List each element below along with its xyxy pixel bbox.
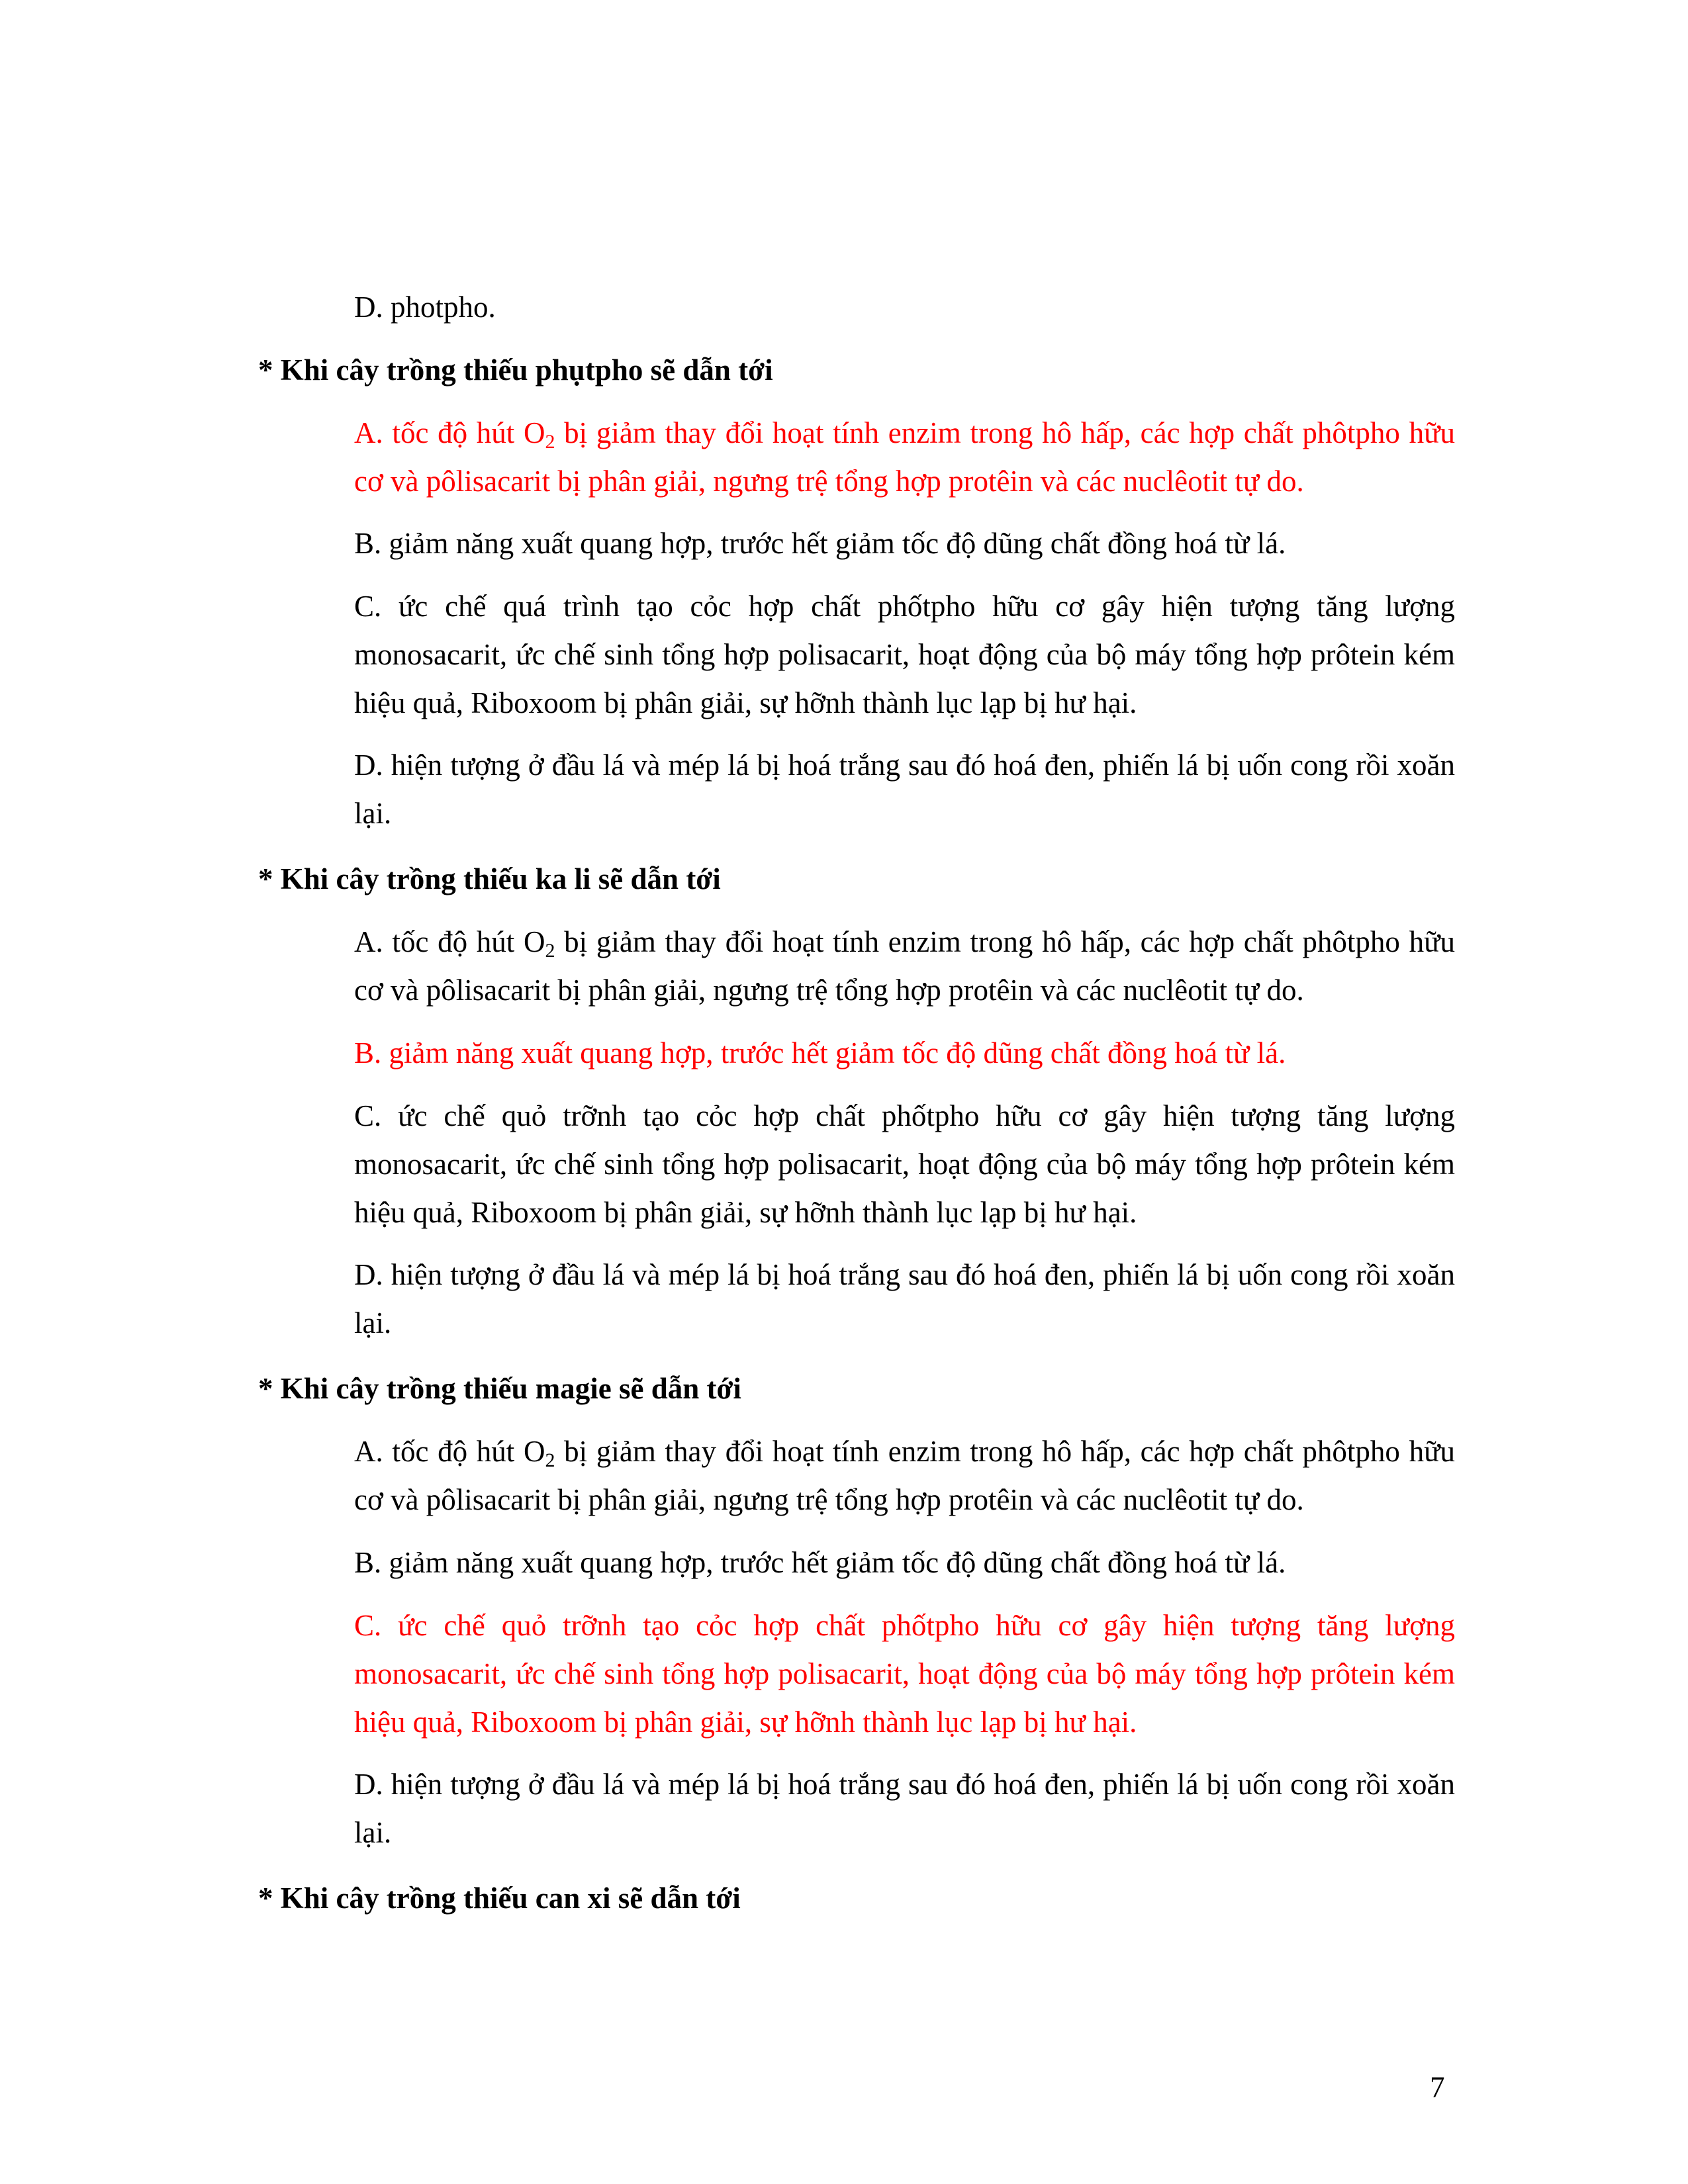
page-number: 7 bbox=[1430, 2071, 1445, 2104]
q2-option-a-subscript: 2 bbox=[545, 940, 555, 962]
q2-option-d: D. hiện tượng ở đầu lá và mép lá bị hoá trắng sau đó hoá đen, phiến lá bị uốn cong rồi xoăn lại. bbox=[354, 1258, 1455, 1340]
q1-option-c: C. ức chế quá trình tạo cỏc hợp chất phốtpho hữu cơ gây hiện tượng tăng lượng monosacarit, ức chế sinh tổng hợp polisacarit, hoạt động của bộ máy tổng hợp prôtein kém hiệu quả, Riboxoom bị phân giải, sự hỡnh thành lục lạp bị hư hại. bbox=[354, 590, 1455, 719]
q2-option-b: B. giảm năng xuất quang hợp, trước hết giảm tốc độ dũng chất đồng hoá từ lá. bbox=[354, 1036, 1286, 1069]
q2-option-a-text-end: bị giảm thay đổi hoạt tính enzim trong hô hấp, các hợp chất phôtpho hữu cơ và pôlisacarit bị phân giải, ngưng trệ tổng hợp protêin và các nuclêotit tự do. bbox=[354, 925, 1455, 1007]
q1-option-a bbox=[354, 409, 1455, 506]
q1-option-b: B. giảm năng xuất quang hợp, trước hết giảm tốc độ dũng chất đồng hoá từ lá. bbox=[354, 527, 1286, 560]
q1-option-a-subscript: 2 bbox=[545, 431, 555, 453]
q3-option-c: C. ức chế quỏ trỡnh tạo cỏc hợp chất phốtpho hữu cơ gây hiện tượng tăng lượng monosacarit, ức chế sinh tổng hợp polisacarit, hoạt động của bộ máy tổng hợp prôtein kém hiệu quả, Riboxoom bị phân giải, sự hỡnh thành lục lạp bị hư hại. bbox=[354, 1609, 1455, 1739]
q3-option-d: D. hiện tượng ở đầu lá và mép lá bị hoá trắng sau đó hoá đen, phiến lá bị uốn cong rồi xoăn lại. bbox=[354, 1768, 1455, 1849]
option-d-photpho: D. photpho. bbox=[354, 291, 496, 324]
question-title-phosphorus: * Khi cây trồng thiếu phụtpho sẽ dẫn tới bbox=[258, 353, 773, 387]
q2-option-a-text-start: A. tốc độ hút O bbox=[354, 925, 545, 958]
q3-option-b: B. giảm năng xuất quang hợp, trước hết giảm tốc độ dũng chất đồng hoá từ lá. bbox=[354, 1546, 1286, 1579]
q1-option-d: D. hiện tượng ở đầu lá và mép lá bị hoá trắng sau đó hoá đen, phiến lá bị uốn cong rồi xoăn lại. bbox=[354, 749, 1455, 830]
q2-option-c: C. ức chế quỏ trỡnh tạo cỏc hợp chất phốtpho hữu cơ gây hiện tượng tăng lượng monosacarit, ức chế sinh tổng hợp polisacarit, hoạt động của bộ máy tổng hợp prôtein kém hiệu quả, Riboxoom bị phân giải, sự hỡnh thành lục lạp bị hư hại. bbox=[354, 1099, 1455, 1229]
q1-option-a-text-end: bị giảm thay đổi hoạt tính enzim trong hô hấp, các hợp chất phôtpho hữu cơ và pôlisacarit bị phân giải, ngưng trệ tổng hợp protêin và các nuclêotit tự do. bbox=[354, 416, 1455, 498]
question-title-potassium: * Khi cây trồng thiếu ka li sẽ dẫn tới bbox=[258, 862, 721, 895]
q3-option-a-text-start: A. tốc độ hút O bbox=[354, 1435, 545, 1468]
q3-option-a-text-end: bị giảm thay đổi hoạt tính enzim trong hô hấp, các hợp chất phôtpho hữu cơ và pôlisacarit bị phân giải, ngưng trệ tổng hợp protêin và các nuclêotit tự do. bbox=[354, 1435, 1455, 1516]
question-title-magnesium: * Khi cây trồng thiếu magie sẽ dẫn tới bbox=[258, 1372, 741, 1405]
q3-option-a bbox=[354, 1428, 1455, 1524]
question-title-calcium: * Khi cây trồng thiếu can xi sẽ dẫn tới bbox=[258, 1882, 741, 1915]
q3-option-a-subscript: 2 bbox=[545, 1449, 555, 1471]
q1-option-a-text-start: A. tốc độ hút O bbox=[354, 416, 545, 449]
q2-option-a bbox=[354, 918, 1455, 1015]
